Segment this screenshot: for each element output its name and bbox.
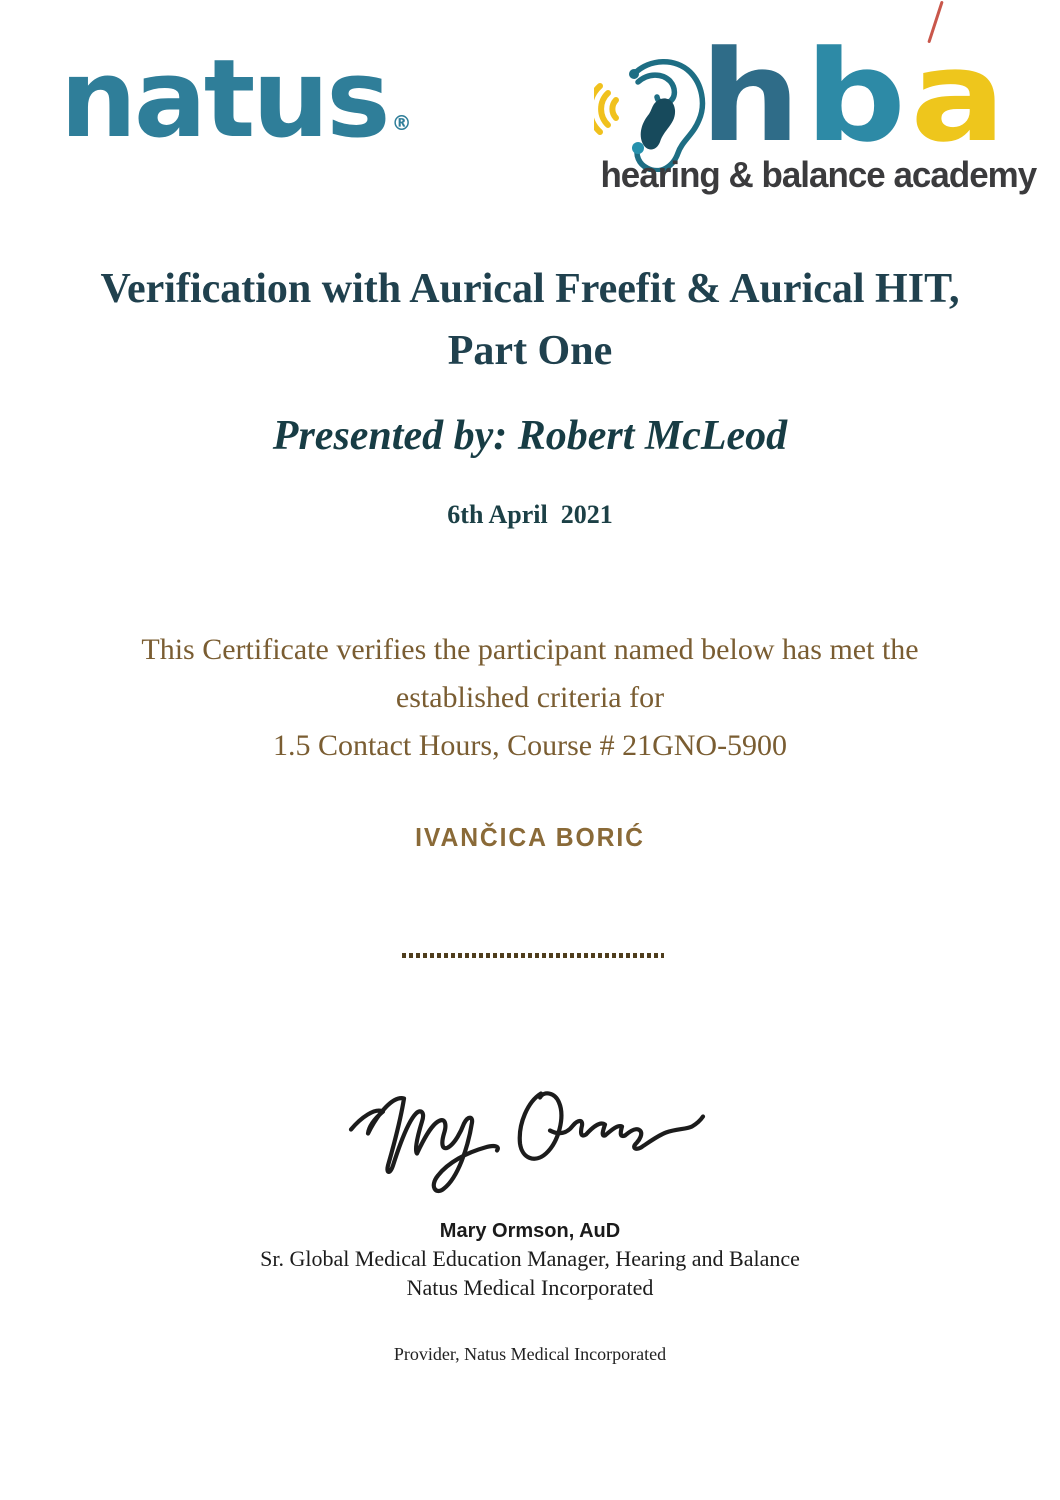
course-date: 6th April 2021 (447, 500, 613, 529)
provider-footer: Provider, Natus Medical Incorporated (393, 1344, 667, 1364)
participant-name: IVANČICA BORIĆ (415, 822, 645, 852)
hba-letter-b: b (804, 23, 911, 170)
certificate-body-text (0, 626, 1060, 770)
hba-letter-a: a (910, 23, 1011, 170)
hba-letter-h: h (700, 23, 805, 170)
ear-outline-end-dot (632, 142, 644, 154)
hba-letters (700, 22, 1060, 172)
signatory-name: Mary Ormson, AuD (439, 1220, 621, 1242)
signatory-title: Sr. Global Medical Education Manager, Hearing and Balance (260, 1246, 800, 1271)
registered-trademark-symbol: ® (391, 111, 412, 135)
signatory-company: Natus Medical Incorporated (406, 1275, 654, 1300)
hba-tagline: hearing & balance academy (600, 154, 1037, 195)
inner-ear-shape (641, 98, 675, 149)
hba-logo (594, 23, 1037, 198)
handwritten-signature (345, 1066, 725, 1194)
ear-outline-start-dot (629, 69, 639, 79)
body-line3-course-info: 1.5 Contact Hours, Course # 21GNO-5900 (272, 729, 788, 762)
dashed-divider-line (402, 953, 664, 958)
presented-by-line: Presented by: Robert McLeod (272, 413, 788, 459)
body-line2: established criteria for (395, 681, 665, 714)
body-line1: This Certificate verifies the participant named below has met the (141, 633, 919, 666)
certificate-title-line1: Verification with Aurical Freefit & Aurical HIT, (100, 266, 960, 312)
certificate-title (0, 258, 1060, 382)
natus-logo-text: natus (60, 37, 388, 162)
natus-logo (60, 37, 412, 164)
certificate-title-line2: Part One (447, 328, 613, 374)
sound-waves-icon (594, 86, 616, 132)
